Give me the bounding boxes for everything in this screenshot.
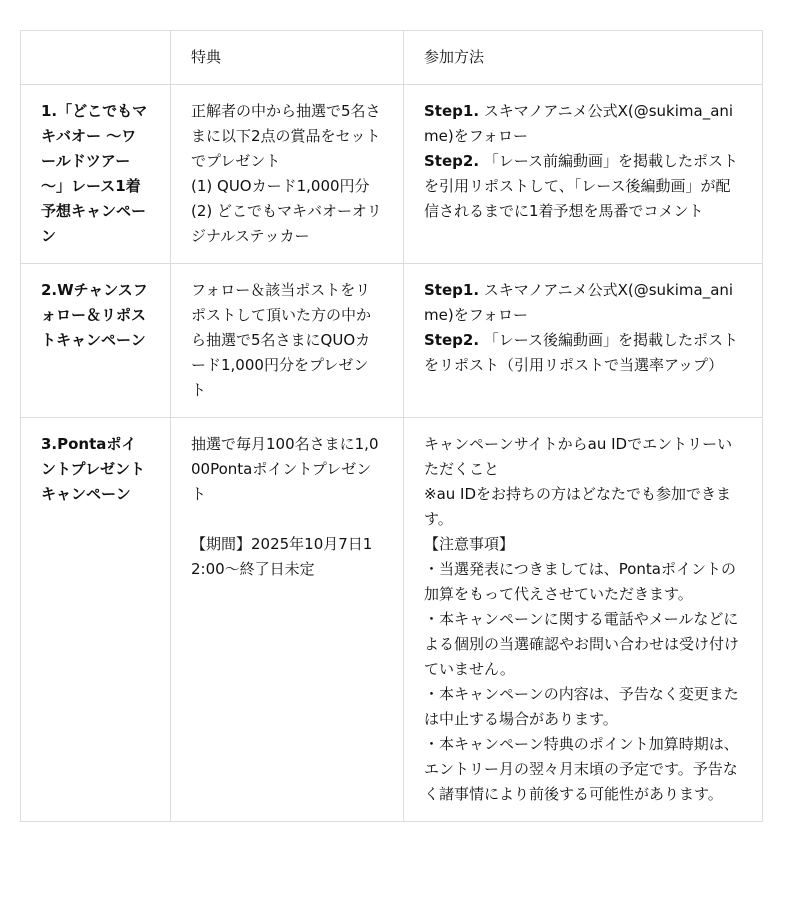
campaign-method [404, 264, 763, 418]
header-method: 参加方法 [404, 31, 763, 85]
step-text: スキマノアニメ公式X(@sukima_anime)をフォロー [424, 281, 734, 324]
step-text: スキマノアニメ公式X(@sukima_anime)をフォロー [424, 102, 734, 145]
table-header-row [21, 31, 763, 85]
campaign-name: 3.Pontaポイントプレゼントキャンペーン [21, 418, 171, 822]
campaign-benefit: フォロー＆該当ポストをリポストして頂いた方の中から抽選で5名さまにQUOカード1,000円分をプレゼント [171, 264, 404, 418]
campaign-table [20, 30, 763, 822]
step-label: Step2. [424, 331, 480, 349]
table-row [21, 264, 763, 418]
step-label: Step2. [424, 152, 480, 170]
step-text: 「レース後編動画」を掲載したポストをリポスト（引用リポストで当選率アップ） [424, 331, 739, 374]
step-label: Step1. [424, 102, 480, 120]
campaign-name: 1.「どこでもマキバオー ～ワールドツアー～」レース1着予想キャンペーン [21, 85, 171, 264]
campaign-table-container [20, 30, 762, 822]
step-text: 「レース前編動画」を掲載したポストを引用リポストして、「レース後編動画」が配信されるまでに1着予想を馬番でコメント [424, 152, 739, 220]
header-benefit: 特典 [171, 31, 404, 85]
method-step [424, 278, 742, 328]
table-row [21, 85, 763, 264]
step-label: Step1. [424, 281, 480, 299]
campaign-benefit: 正解者の中から抽選で5名さまに以下2点の賞品をセットでプレゼント (1) QUOカード1,000円分 (2) どこでもマキバオーオリジナルステッカー [171, 85, 404, 264]
table-row [21, 418, 763, 822]
method-step [424, 328, 742, 378]
campaign-benefit: 抽選で毎月100名さまに1,000Pontaポイントプレゼント 【期間】2025年10月7日12:00～終了日未定 [171, 418, 404, 822]
method-step [424, 99, 742, 149]
method-step [424, 149, 742, 224]
campaign-name: 2.Wチャンスフォロー＆リポストキャンペーン [21, 264, 171, 418]
campaign-method [404, 85, 763, 264]
header-empty-cell [21, 31, 171, 85]
campaign-method: キャンペーンサイトからau IDでエントリーいただくこと ※au IDをお持ちの方はどなたでも参加できます。 【注意事項】 ・当選発表につきましては、Pontaポイントの加算をもって代えさせていただきます。 ・本キャンペーンに関する電話やメールなどによる個別の当選確認やお問い合わせは受け付けていません。 ・本キャンペーンの内容は、予告なく変更または中止する場合があります。 ・本キャンペーン特典のポイント加算時期は、エントリー月の翌々月末頃の予定です。予告なく諸事情により前後する可能性があります。 [404, 418, 763, 822]
